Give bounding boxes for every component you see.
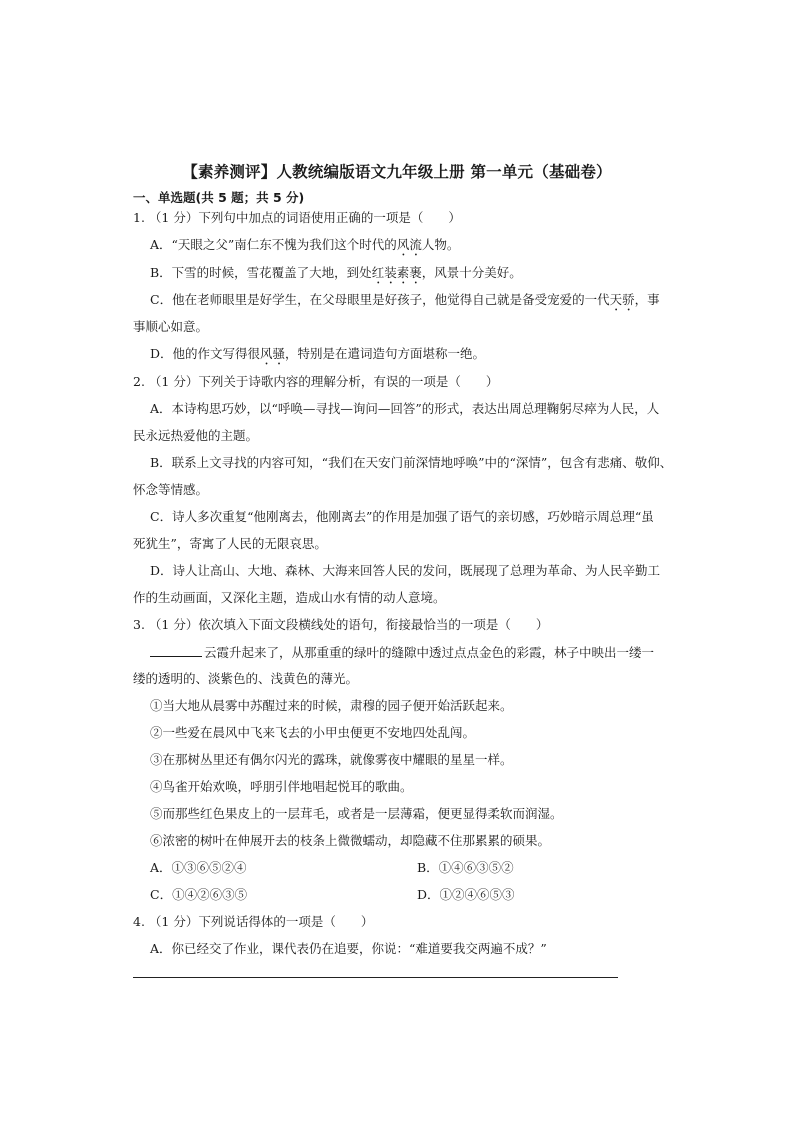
question-3-option-d: D．①②④⑥⑤③	[417, 887, 515, 902]
option-text: 人物。	[421, 237, 460, 252]
question-2-stem: 2. （1 分）下列关于诗歌内容的理解分析，有误的一项是（ ）	[133, 374, 499, 389]
question-3-option-a: A．①③⑥⑤②④	[150, 860, 247, 875]
question-2-option-b: B．联系上文寻找的内容可知，“我们在天安门前深情地呼唤”中的“深情”，包含有悲痛、敬仰、	[150, 455, 673, 470]
question-2-option-a-cont: 民永远热爱他的主题。	[133, 428, 259, 443]
question-3-sentence-3: ③在那树丛里还有偶尔闪光的露珠，就像雾夜中耀眼的星星一样。	[150, 752, 513, 767]
option-text: C．他在老师眼里是好学生，在父母眼里是好孩子，他觉得自己就是备受宠爱的一代	[150, 292, 610, 307]
option-text: ，事	[634, 292, 660, 307]
question-2-option-d-cont: 作的生动画面，又深化主题，造成山水有情的动人意境。	[133, 590, 446, 605]
question-2-option-a: A．本诗构思巧妙，以“呼唤—寻找—询问—回答”的形式，表达出周总理鞠躬尽瘁为人民，人	[150, 401, 660, 416]
option-text: ，特别是在遣词造句方面堪称一绝。	[285, 346, 486, 361]
question-1-option-b	[150, 265, 522, 287]
question-2-option-c-cont: 死犹生”，寄寓了人民的无限哀思。	[133, 536, 327, 551]
question-3-sentence-6: ⑥浓密的树叶在伸展开去的枝条上微微蠕动，却隐藏不住那累累的硕果。	[150, 833, 551, 848]
question-1-option-d	[150, 346, 485, 368]
question-3-passage	[150, 644, 654, 661]
question-1-option-c-cont: 事顺心如意。	[133, 319, 209, 334]
option-text: ，风景十分美好。	[421, 265, 522, 280]
passage-text: 云霞升起来了，从那重重的绿叶的缝隙中透过点点金色的彩霞，林子中映出一缕一	[204, 645, 655, 660]
question-3-option-b: B．①④⑥③⑤②	[417, 860, 514, 875]
question-4-option-a: A．你已经交了作业，课代表仍在追要，你说：“难道要我交两遍不成？”	[150, 941, 547, 956]
question-4-stem: 4. （1 分）下列说话得体的一项是（ ）	[133, 914, 374, 929]
question-3-sentence-5: ⑤而那些红色果皮上的一层茸毛，或者是一层薄霜，便更显得柔软而润湿。	[150, 806, 563, 821]
question-3-sentence-4: ④鸟雀开始欢唤，呼朋引伴地唱起悦耳的歌曲。	[150, 779, 413, 794]
question-3-passage-cont: 缕的透明的、淡紫色的、浅黄色的薄光。	[133, 671, 359, 686]
option-text: A．“天眼之父”南仁东不愧为我们这个时代的	[150, 237, 397, 252]
dotted-word: 红装素裹	[371, 265, 422, 280]
question-2-option-b-cont: 怀念等情感。	[133, 482, 209, 497]
question-2-option-c: C．诗人多次重复“他刚离去，他刚离去”的作用是加强了语气的亲切感，巧妙暗示周总理“虽	[150, 509, 654, 524]
question-2-option-d: D．诗人让高山、大地、森林、大海来回答人民的发问，既展现了总理为革命、为人民辛勤工	[150, 563, 661, 578]
page-title: 【素养测评】人教统编版语文九年级上册 第一单元（基础卷）	[182, 163, 612, 181]
fill-blank	[150, 644, 202, 657]
question-1-option-a	[150, 237, 459, 259]
option-text: B．下雪的时候，雪花覆盖了大地，到处	[150, 265, 372, 280]
question-1-option-c	[150, 292, 660, 314]
footer-divider	[133, 977, 618, 978]
question-1-stem: 1. （1 分）下列句中加点的词语使用正确的一项是（ ）	[133, 210, 461, 225]
dotted-word: 风流	[396, 237, 422, 252]
question-3-option-c: C．①④②⑥③⑤	[150, 887, 248, 902]
option-text: D．他的作文写得很	[150, 346, 261, 361]
section-heading: 一、单选题(共 5 题；共 5 分)	[133, 190, 305, 205]
question-3-sentence-2: ②一些爱在晨风中飞来飞去的小甲虫便更不安地四处乱闯。	[150, 725, 476, 740]
question-3-sentence-1: ①当大地从晨雾中苏醒过来的时候，肃穆的园子便开始活跃起来。	[150, 698, 513, 713]
dotted-word: 天骄	[609, 292, 635, 307]
dotted-word: 风骚	[260, 346, 286, 361]
question-3-stem: 3. （1 分）依次填入下面文段横线处的语句，衔接最恰当的一项是（ ）	[133, 617, 549, 632]
